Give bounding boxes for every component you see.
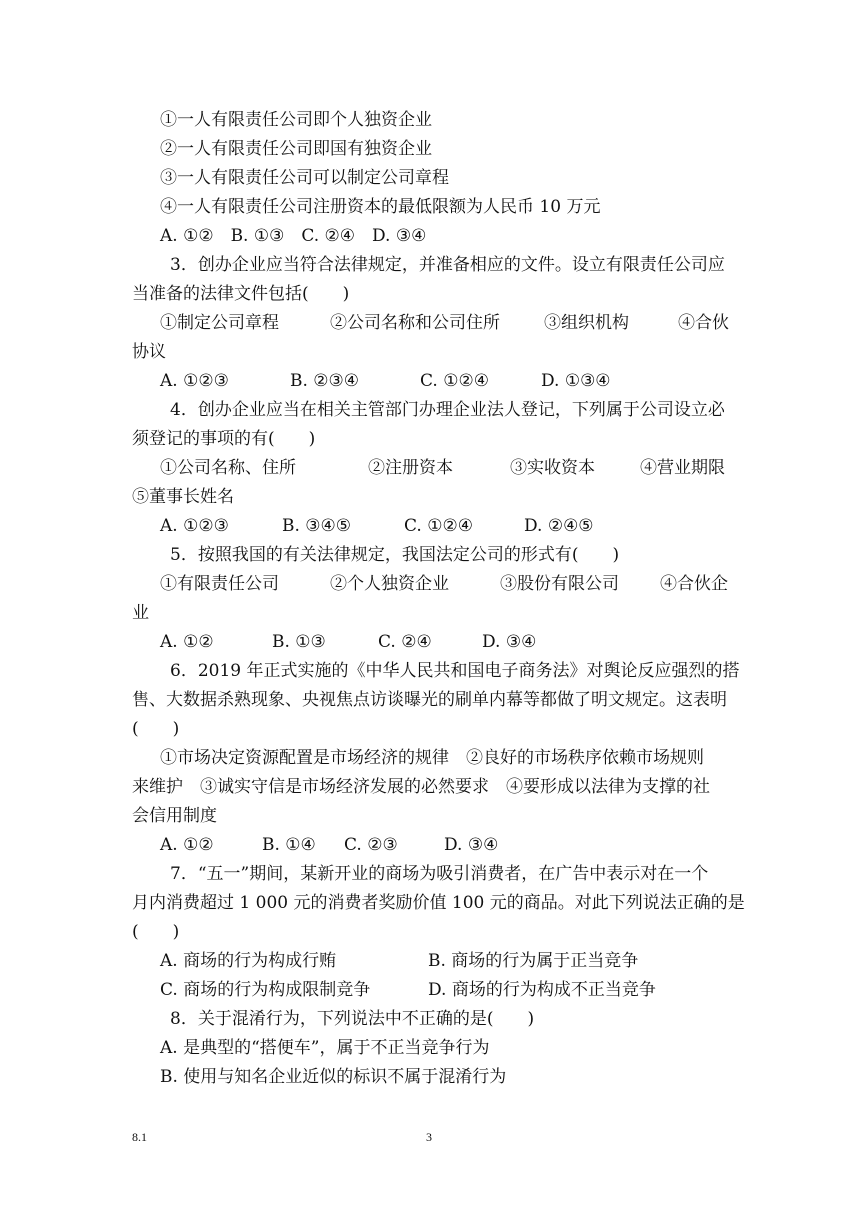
q3-option-c: C. ①②④ [420,371,489,391]
q4-item-4: ④营业期限 [640,458,725,478]
q4-item-1: ①公司名称、住所 [160,458,296,478]
q4-option-a: A. ①②③ [160,516,229,536]
q6-option-b: B. ①④ [262,835,316,855]
q3-items-continuation: 协议 [132,342,166,362]
q5-items-row [0,570,860,598]
footer-left-label: 8.1 [132,1130,147,1144]
q3-item-1: ①制定公司章程 [160,313,279,333]
q4-option-c: C. ①②④ [404,516,473,536]
q5-options-row [0,628,860,656]
q7-option-b: B. 商场的行为属于正当竞争 [428,951,639,971]
q3-item-3: ③组织机构 [544,313,629,333]
q4-options-row [0,512,860,540]
q7-option-d: D. 商场的行为构成不正当竞争 [428,980,656,1000]
q3-option-d: D. ①③④ [541,371,611,391]
q8-option-a: A. 是典型的“搭便车”，属于不正当竞争行为 [160,1038,490,1058]
q5-item-3: ③股份有限公司 [500,574,619,594]
q2-statement-1: ①一人有限责任公司即个人独资企业 [160,110,432,130]
q5-item-4: ④合伙企 [660,574,728,594]
q6-stem-line1: 6．2019 年正式实施的《中华人民共和国电子商务法》对舆论反应强烈的搭 [170,661,740,681]
q5-option-a: A. ①② [160,632,214,652]
q7-stem-line2: 月内消费超过 1 000 元的消费者奖励价值 100 元的商品。对此下列说法正确的是 [132,893,745,913]
q3-option-a: A. ①②③ [160,371,229,391]
q6-items-line3: 会信用制度 [132,806,217,826]
q5-item-1: ①有限责任公司 [160,574,279,594]
q7-options-row1 [0,947,860,975]
q7-stem-line1: 7．“五一”期间，某新开业的商场为吸引消费者，在广告中表示对在一个 [170,864,709,884]
q6-items-line2: 来维护 ③诚实守信是市场经济发展的必然要求 ④要形成以法律为支撑的社 [132,777,710,797]
q6-option-d: D. ③④ [444,835,499,855]
q5-item-2: ②个人独资企业 [330,574,449,594]
q5-option-b: B. ①③ [272,632,326,652]
q4-item-2: ②注册资本 [368,458,453,478]
q3-stem-line2: 当准备的法律文件包括( ) [132,284,350,304]
q3-item-2: ②公司名称和公司住所 [330,313,500,333]
q2-statement-3: ③一人有限责任公司可以制定公司章程 [160,168,449,188]
q6-option-a: A. ①② [160,835,214,855]
q4-option-b: B. ③④⑤ [282,516,352,536]
q5-items-continuation: 业 [132,603,149,623]
q4-items-continuation: ⑤董事长姓名 [132,487,234,507]
page-number: 3 [426,1130,432,1144]
q4-items-row [0,454,860,482]
q5-stem: 5．按照我国的有关法律规定，我国法定公司的形式有( ) [170,545,620,565]
q7-option-a: A. 商场的行为构成行贿 [160,951,337,971]
q3-stem-line1: 3．创办企业应当符合法律规定，并准备相应的文件。设立有限责任公司应 [170,255,725,275]
q8-option-b: B. 使用与知名企业近似的标识不属于混淆行为 [160,1067,507,1087]
q7-option-c: C. 商场的行为构成限制竞争 [160,980,371,1000]
q2-statement-4: ④一人有限责任公司注册资本的最低限额为人民币 10 万元 [160,197,601,217]
q8-stem: 8．关于混淆行为，下列说法中不正确的是( ) [170,1009,535,1029]
q6-stem-line2: 售、大数据杀熟现象、央视焦点访谈曝光的刷单内幕等都做了明文规定。这表明 [132,690,727,710]
q3-item-4: ④合伙 [678,313,729,333]
q7-stem-line3: ( ) [132,922,180,942]
q5-option-d: D. ③④ [482,632,537,652]
q3-options-row [0,367,860,395]
q6-items-line1: ①市场决定资源配置是市场经济的规律 ②良好的市场秩序依赖市场规则 [160,748,704,768]
q4-stem-line2: 须登记的事项的有( ) [132,429,316,449]
q4-option-d: D. ②④⑤ [524,516,594,536]
q6-options-row [0,831,860,859]
q4-stem-line1: 4．创办企业应当在相关主管部门办理企业法人登记，下列属于公司设立必 [170,400,725,420]
q3-items-row [0,309,860,337]
q2-statement-2: ②一人有限责任公司即国有独资企业 [160,139,432,159]
q5-option-c: C. ②④ [378,632,432,652]
q6-option-c: C. ②③ [344,835,398,855]
q4-item-3: ③实收资本 [510,458,595,478]
q6-stem-line3: ( ) [132,719,180,739]
q2-options: A. ①② B. ①③ C. ②④ D. ③④ [160,226,427,246]
q3-option-b: B. ②③④ [290,371,360,391]
q7-options-row2 [0,976,860,1004]
